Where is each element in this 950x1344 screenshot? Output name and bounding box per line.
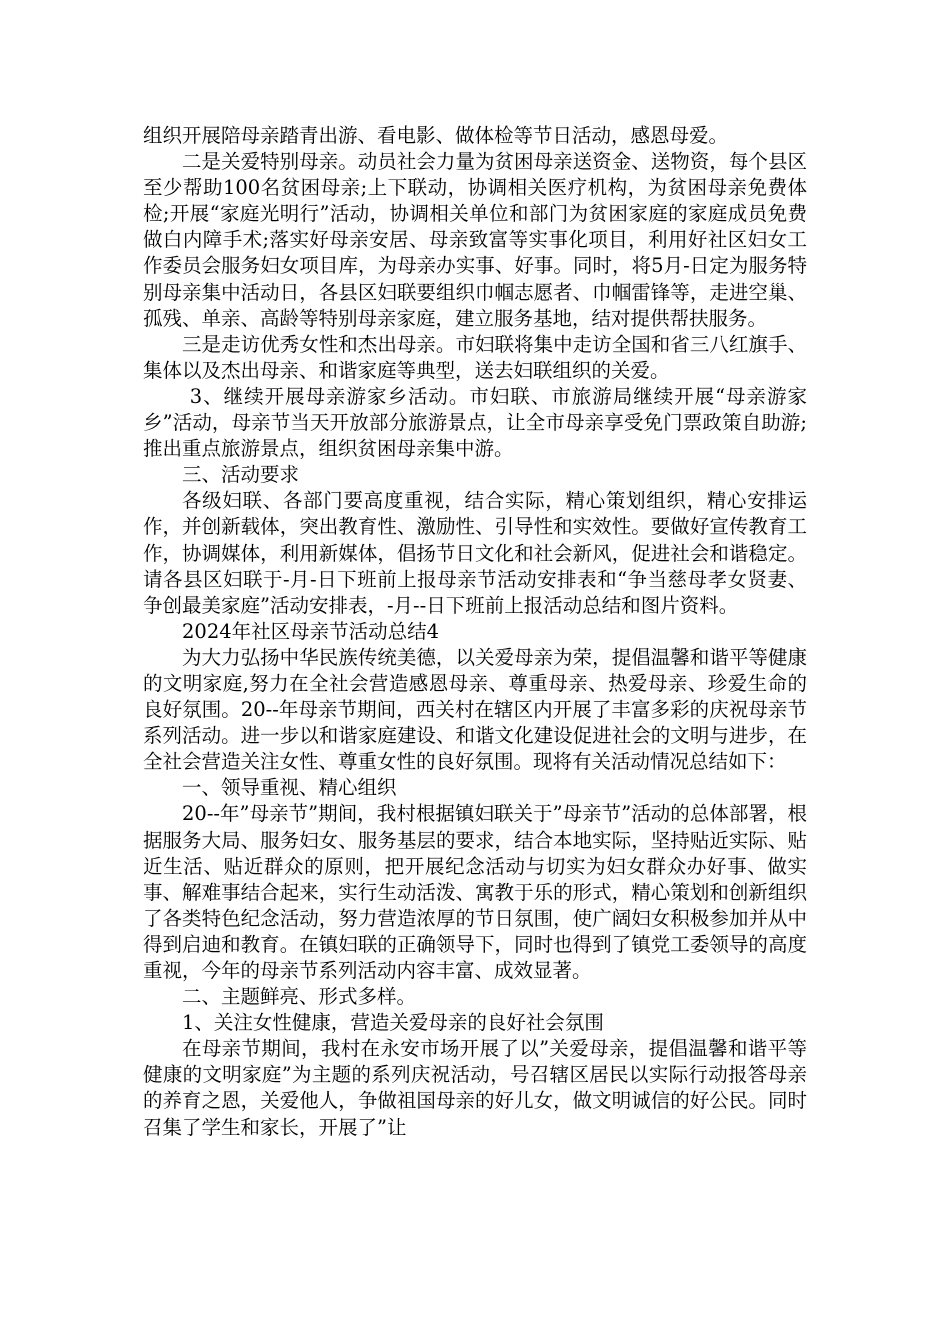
paragraph-mother-tour-hometown: 3、继续开展母亲游家乡活动。市妇联、市旅游局继续开展“母亲游家乡”活动，母亲节当天开放部分旅游景点，让全市母亲享受免门票政策自助游;推出重点旅游景点，组织贫困母亲集中游。 <box>143 384 807 461</box>
section-heading-requirements: 三、活动要求 <box>182 463 300 487</box>
paragraph-requirements: 各级妇联、各部门要高度重视，结合实际，精心策划组织，精心安排运作，并创新载体，突出教育性、激励性、引导性和实效性。要做好宣传教育工作，协调媒体，利用新媒体，倡扬节日文化和社会新风，促进社会和谐稳定。请各县区妇联于-月-日下班前上报母亲节活动安排表和“争当慈母孝女贤妻、争创最美家庭”活动安排表，-月--日下班前上报活动总结和图片资料。 <box>143 489 807 617</box>
paragraph-leadership: 20--年”母亲节”期间，我村根据镇妇联关于”母亲节”活动的总体部署，根据服务大局、服务妇女、服务基层的要求，结合本地实际，坚持贴近实际、贴近生活、贴近群众的原则，把开展纪念活动与切实为妇女群众办好事、做实事、解难事结合起来，实行生动活泼、寓教于乐的形式，精心策划和创新组织了各类特色纪念活动，努力营造浓厚的节日氛围，使广阔妇女积极参加并从中得到启迪和教育。在镇妇联的正确领导下，同时也得到了镇党工委领导的高度重视，今年的母亲节系列活动内容丰富、成效显著。 <box>143 802 807 982</box>
document-page <box>143 123 807 1141</box>
paragraph-care-special-mothers: 二是关爱特别母亲。动员社会力量为贫困母亲送资金、送物资，每个县区至少帮助100名贫困母亲;上下联动，协调相关医疗机构，为贫困母亲免费体检;开展“家庭光明行”活动，协调相关单位和部门为贫困家庭的家庭成员免费做白内障手术;落实好母亲安居、母亲致富等实事化项目，利用好社区妇女工作委员会服务妇女项目库，为母亲办实事、好事。同时，将5月-日定为服务特别母亲集中活动日，各县区妇联要组织巾帼志愿者、巾帼雷锋等，走进空巢、孤残、单亲、高龄等特别母亲家庭，建立服务基地，结对提供帮扶服务。 <box>143 150 807 330</box>
paragraph-women-health: 在母亲节期间，我村在永安市场开展了以”关爱母亲，提倡温馨和谐平等健康的文明家庭”为主题的系列庆祝活动，号召辖区居民以实际行动报答母亲的养育之恩，关爱他人，争做祖国母亲的好儿女，做文明诚信的好公民。同时召集了学生和家长，开展了”让 <box>143 1037 807 1139</box>
paragraph-visit-outstanding-women: 三是走访优秀女性和杰出母亲。市妇联将集中走访全国和省三八红旗手、集体以及杰出母亲、和谐家庭等典型，送去妇联组织的关爱。 <box>143 332 807 382</box>
subheading-women-health: 1、关注女性健康，营造关爱母亲的良好社会氛围 <box>182 1011 604 1035</box>
paragraph-summary-intro: 为大力弘扬中华民族传统美德，以关爱母亲为荣，提倡温馨和谐平等健康的文明家庭,努力在全社会营造感恩母亲、尊重母亲、热爱母亲、珍爱生命的良好氛围。20--年母亲节期间，西关村在辖区内开展了丰富多彩的庆祝母亲节系列活动。进一步以和谐家庭建设、和谐文化建设促进社会的文明与进步，在全社会营造关注女性、尊重女性的良好氛围。现将有关活动情况总结如下： <box>143 645 807 774</box>
section-heading-themes: 二、主题鲜亮、形式多样。 <box>182 985 417 1009</box>
article-title-summary-4: 2024年社区母亲节活动总结4 <box>182 619 440 643</box>
section-heading-leadership: 一、领导重视、精心组织 <box>182 776 397 800</box>
paragraph-continuation: 组织开展陪母亲踏青出游、看电影、做体检等节日活动，感恩母爱。 <box>143 124 729 147</box>
